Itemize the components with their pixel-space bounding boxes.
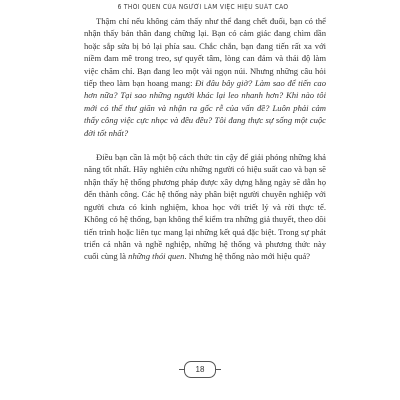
paragraph-1-lead: Thậm chí nếu không cảm thấy như thể đang chết đuối, bạn có thể nhận thấy bản thân đang chững lại. Bạn có cảm giác đang chìm dần hoặc sắp sửa bị bỏ lại phía sau. Chắc chắn, bạn đang tiến rất xa với niềm đam mê trong treo, sự quyết tâm, lòng can đảm và thái độ làm việc chăm chỉ. Bạn đang leo một vài ngọn núi. Nhưng những câu hỏi tiếp theo làm bạn hoang mang: — [84, 16, 326, 89]
paragraph-2-emphasis: những thói quen — [128, 251, 185, 262]
paragraph-1-questions: Đi đâu bây giờ? Làm sao để tiến cao hơn nữa? Tại sao những người khác lại leo nhanh hơn? Khi nào tôi mới có thể thư giãn và nhận ra gốc rễ của vấn đề? Luôn phải cảm thấy công việc cực nhọc và đều đều? Tôi đang thực sự sống một cuộc đời tốt nhất? — [84, 78, 326, 138]
paragraph-2-tail: . Nhưng hệ thống nào mới hiệu quả? — [184, 251, 311, 262]
paragraph-2-text: Điều bạn cần là một bộ cách thức tin cậy để giải phóng những khả năng tốt nhất. Hãy nghiên cứu những người có hiệu suất cao và bạn sẽ nhận thấy hệ thống phương pháp được xây dựng hằng ngày sẽ dẫn họ đến thành công. Các hệ thống này phân biệt người chuyên nghiệp với người chưa có kinh nghiệm, khoa học với triết lý và rời thực tế. Không có hệ thống, bạn không thể kiểm tra những giả thuyết, theo dõi tiến trình hoặc liên tục mang lại những kết quả đặc biệt. Trong sự phát triển cá nhân và nghề nghiệp, những hệ thống và phương thức này cuối cùng là — [84, 152, 326, 262]
running-header-title: 6 THÓI QUEN CỦA NGƯỜI LÀM VIỆC HIỆU SUẤT CAO — [117, 3, 289, 11]
paragraph-2 — [84, 151, 326, 263]
page-number: 18 — [184, 361, 216, 378]
body-text — [84, 15, 326, 263]
paragraph-1 — [84, 15, 326, 139]
